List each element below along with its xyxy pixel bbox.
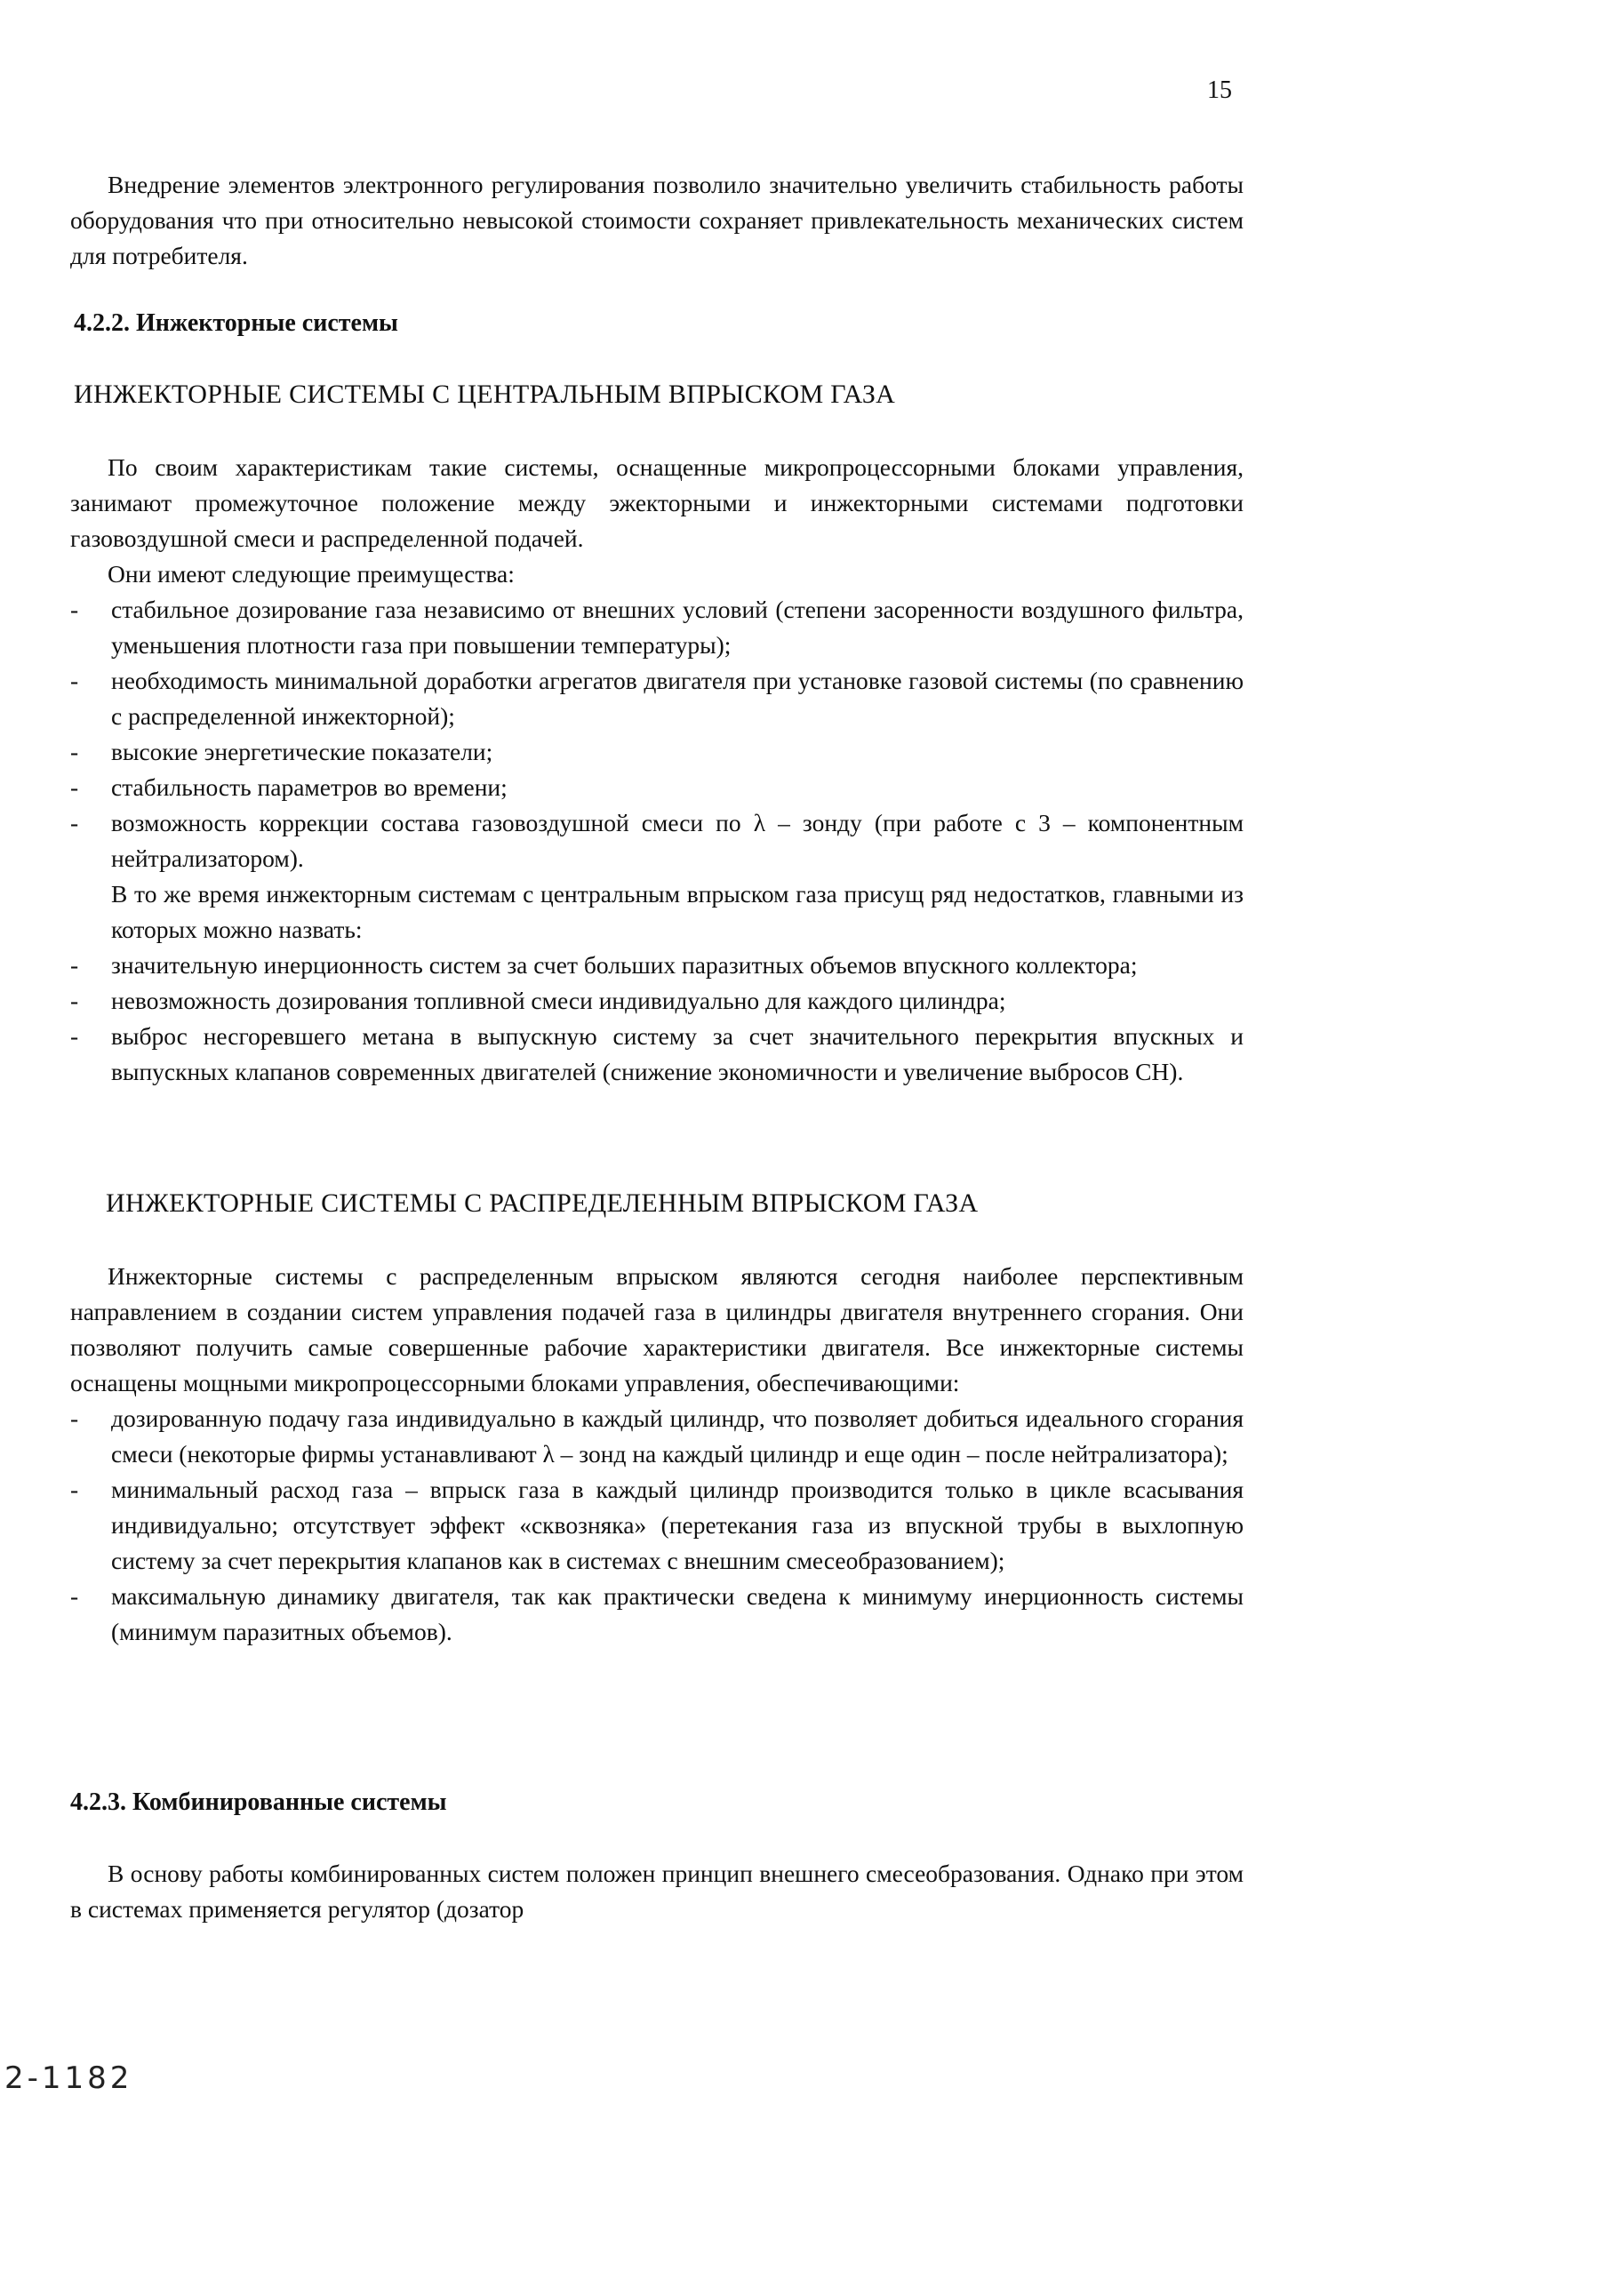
list-dash: -: [70, 1022, 79, 1050]
list-dash: -: [70, 773, 79, 801]
list-dash: -: [70, 951, 79, 979]
distributed-paragraph: Инжекторные системы с распределенным впрыском являются сегодня наиболее перспективным направлением в создании систем управления подачей газа в цилиндры двигателя внутреннего сгорания. Они позволяют получить самые совершенные рабочие характеристики двигателя. Все инжекторные системы оснащены мощными микропроцессорными блоками управления, обеспечивающими:: [70, 1262, 1244, 1396]
list-dash: -: [70, 596, 79, 623]
drawback-text: выброс несгоревшего метана в выпускную систему за счет значительного перекрытия впускных и выпускных клапанов современных двигателей (снижение экономичности и увеличение выбросов CH).: [111, 1022, 1244, 1085]
advantage-text: необходимость минимальной доработки агрегатов двигателя при установке газовой системы (по сравнению с распределенной инжекторной);: [111, 667, 1244, 730]
list-item: [70, 1401, 1244, 1472]
central-body: [70, 450, 1244, 1090]
list-dash: -: [70, 667, 79, 694]
section-423-body: [70, 1856, 1244, 1927]
intro-block: [70, 167, 1244, 274]
drawback-text: невозможность дозирования топливной смеси индивидуально для каждого цилиндра;: [111, 987, 1006, 1014]
intro-paragraph: Внедрение элементов электронного регулирования позволило значительно увеличить стабильность работы оборудования что при относительно невысокой стоимости сохраняет привлекательность механических систем для потребителя.: [70, 171, 1244, 269]
advantages-list: [70, 592, 1244, 876]
page-number: 15: [1207, 76, 1232, 104]
list-item: [70, 805, 1244, 876]
distributed-heading-block: [70, 1186, 1244, 1221]
drawback-text: значительную инерционность систем за счет больших паразитных объемов впускного коллектора;: [111, 951, 1138, 979]
list-item: [70, 1579, 1244, 1650]
list-item: [70, 663, 1244, 734]
list-item: [70, 1019, 1244, 1090]
section-423-title: 4.2.3. Комбинированные системы: [70, 1788, 447, 1816]
list-item: [70, 592, 1244, 663]
section-423-title-block: [70, 1785, 1244, 1820]
list-dash: -: [70, 987, 79, 1014]
advantage-text: стабильность параметров во времени;: [111, 773, 508, 801]
list-dash: -: [70, 1404, 79, 1432]
list-dash: -: [70, 1582, 79, 1610]
section-422-title-block: [70, 306, 1244, 341]
distributed-injection-heading: ИНЖЕКТОРНЫЕ СИСТЕМЫ С РАСПРЕДЕЛЕННЫМ ВПРЫСКОМ ГАЗА: [106, 1188, 979, 1218]
list-item: [70, 983, 1244, 1019]
combined-paragraph: В основу работы комбинированных систем положен принцип внешнего смесеобразования. Однако при этом в системах применяется регулятор (дозатор: [70, 1860, 1244, 1923]
list-dash: -: [70, 1476, 79, 1503]
central-heading-block: [70, 377, 1244, 412]
list-dash: -: [70, 809, 79, 836]
advantage-text: высокие энергетические показатели;: [111, 738, 493, 765]
central-injection-heading: ИНЖЕКТОРНЫЕ СИСТЕМЫ С ЦЕНТРАЛЬНЫМ ВПРЫСКОМ ГАЗА: [74, 380, 896, 409]
advantage-text: стабильное дозирование газа независимо от внешних условий (степени засоренности воздушного фильтра, уменьшения плотности газа при повышении температуры);: [111, 596, 1244, 659]
distributed-list: [70, 1401, 1244, 1650]
central-paragraph: По своим характеристикам такие системы, оснащенные микропроцессорными блоками управления, занимают промежуточное положение между эжекторными и инжекторными системами подготовки газовоздушной смеси и распределенной подачей.: [70, 453, 1244, 552]
section-422-title: 4.2.2. Инжекторные системы: [74, 309, 398, 337]
distributed-item-text: минимальный расход газа – впрыск газа в каждый цилиндр производится только в цикле всасывания индивидуально; отсутствует эффект «сквозняка» (перетекания газа из впускной трубы в выхлопную систему за счет перекрытия клапанов как в системах с внешним смесеобразованием);: [111, 1476, 1244, 1574]
list-item: [70, 948, 1244, 983]
advantages-intro: Они имеют следующие преимущества:: [108, 560, 515, 588]
distributed-item-text: максимальную динамику двигателя, так как практически сведена к минимуму инерционность системы (минимум паразитных объемов).: [111, 1582, 1244, 1645]
drawbacks-intro: В то же время инжекторным системам с центральным впрыском газа присущ ряд недостатков, главными из которых можно назвать:: [111, 880, 1244, 943]
list-dash: -: [70, 738, 79, 765]
archive-mark: 2-1182: [4, 2060, 133, 2096]
advantage-text: возможность коррекции состава газовоздушной смеси по λ – зонду (при работе с 3 – компонентным нейтрализатором).: [111, 809, 1244, 872]
list-item: [70, 770, 1244, 805]
list-item: [70, 734, 1244, 770]
distributed-body: [70, 1259, 1244, 1650]
list-item: [70, 1472, 1244, 1579]
distributed-item-text: дозированную подачу газа индивидуально в каждый цилиндр, что позволяет добиться идеального сгорания смеси (некоторые фирмы устанавливают λ – зонд на каждый цилиндр и еще один – после нейтрализатора);: [111, 1404, 1244, 1468]
drawbacks-list: [70, 948, 1244, 1090]
